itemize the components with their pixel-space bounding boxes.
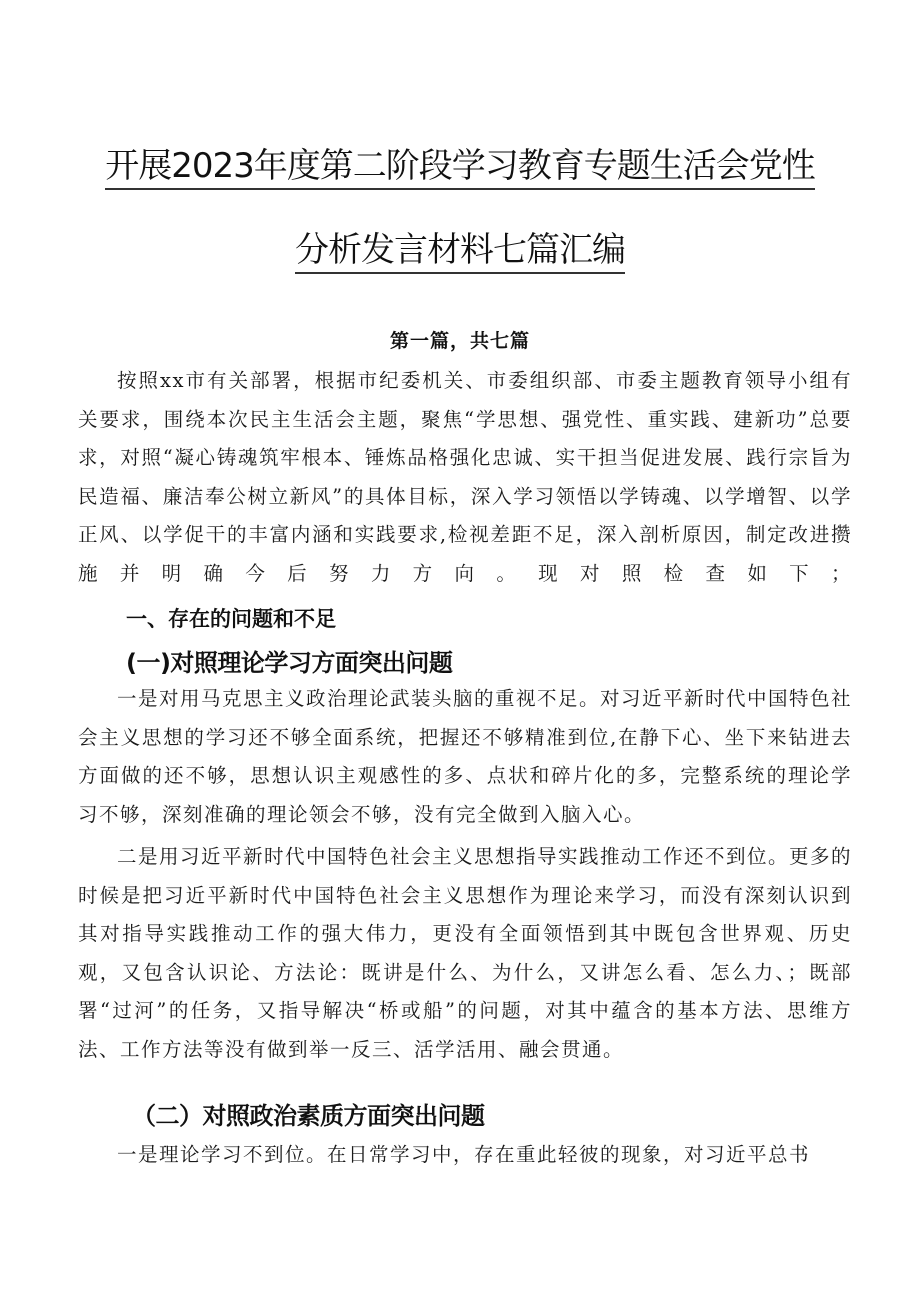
theory-paragraph-1: 一是对用马克思主义政治理论武装头脑的重视不足。对习近平新时代中国特色社会主义思想的学习还不够全面系统，把握还不够精准到位,在静下心、坐下来钻进去方面做的还不够，思想认识主观感性的多、点状和碎片化的多，完整系统的理论学习不够，深刻准确的理论领会不够，没有完全做到入脑入心。 — [78, 687, 853, 826]
document-title-line-2: 分析发言材料七篇汇编 — [0, 222, 920, 271]
section-heading-problems: 一、存在的问题和不足 — [126, 607, 336, 631]
subsection-heading-theory: (一)对照理论学习方面突出问题 — [126, 649, 453, 677]
political-paragraph-1: 一是理论学习不到位。在日常学习中，存在重此轻彼的现象，对习近平总书 — [117, 1143, 811, 1166]
intro-paragraph: 按照xx市有关部署，根据市纪委机关、市委组织部、市委主题教育领导小组有关要求，围绕本次民主生活会主题，聚焦“学思想、强党性、重实践、建新功”总要求，对照“凝心铸魂筑牢根本、锤炼品格强化忠诚、实干担当促进发展、践行宗旨为民造福、廉洁奉公树立新风”的具体目标，深入学习领悟以学铸魂、以学增智、以学正风、以学促干的丰富内涵和实践要求,检视差距不足，深入剖析原因，制定改进攒施并明确今后努力方向。现对照检查如下； — [78, 369, 852, 585]
document-subtitle: 第一篇，共七篇 — [389, 330, 530, 352]
subsection-heading-political: （二）对照政治素质方面突出问题 — [132, 1102, 485, 1130]
document-title-line-1: 开展2023年度第二阶段学习教育专题生活会党性 — [0, 138, 920, 187]
theory-paragraph-2: 二是用习近平新时代中国特色社会主义思想指导实践推动工作还不到位。更多的时候是把习近平新时代中国特色社会主义思想作为理论来学习，而没有深刻认识到其对指导实践推动工作的强大伟力，更没有全面领悟到其中既包含世界观、历史观，又包含认识论、方法论：既讲是什么、为什么，又讲怎么看、怎么力、；既部署“过河”的任务，又指导解决“桥或船”的问题，对其中蕴含的基本方法、思维方法、工作方法等没有做到举一反三、活学活用、融会贯通。 — [78, 845, 853, 1061]
